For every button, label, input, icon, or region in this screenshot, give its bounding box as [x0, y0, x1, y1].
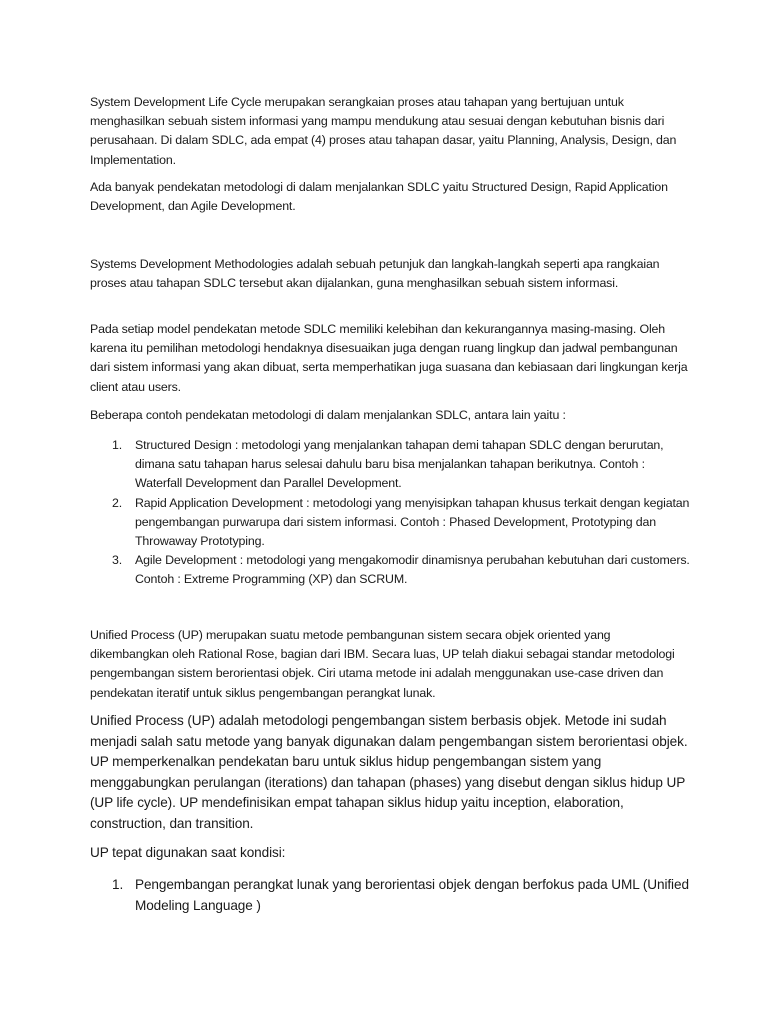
- paragraph-model-selection: Pada setiap model pendekatan metode SDLC memiliki kelebihan dan kekurangannya masing-masing. Oleh karena itu pemilihan metodologi hendaknya disesuaikan juga dengan ruang lingkup dan jadwal pembangunan dari sistem informasi yang akan dibuat, serta memperhatikan juga suasana dan kebiasaan dari lingkungan kerja client atau users.: [90, 322, 688, 394]
- paragraph-unified-process-intro: Unified Process (UP) merupakan suatu metode pembangunan sistem secara objek oriented yang dikembangkan oleh Rational Rose, bagian dari IBM. Secara luas, UP telah diakui sebagai standar metodologi pengembangan sistem berorientasi objek. Ciri utama metode ini adalah menggunakan use-case driven dan pendekatan iteratif untuk siklus pengembangan perangkat lunak.: [90, 628, 675, 700]
- list-number: 1.: [112, 877, 124, 892]
- list-number: 1.: [112, 438, 123, 452]
- methods-list: [90, 436, 690, 590]
- paragraph-sdlc-approaches: Ada banyak pendekatan metodologi di dalam menjalankan SDLC yaitu Structured Design, Rapid Application Development, dan Agile Development.: [90, 180, 668, 214]
- paragraph-up-conditions: UP tepat digunakan saat kondisi:: [90, 845, 286, 860]
- list-description: metodologi yang mengakomodir dinamisnya perubahan kebutuhan dari customers. Contoh : Extreme Programming (XP) dan SCRUM.: [135, 553, 690, 587]
- list-description: metodologi yang menyisipkan tahapan khusus terkait dengan kegiatan pengembangan purwarupa dari sistem informasi. Contoh : Phased Development, Prototyping dan Throwaway Prototyping.: [135, 495, 690, 549]
- list-term: Rapid Application Development :: [135, 495, 310, 510]
- list-text: Pengembangan perangkat lunak yang berorientasi objek dengan berfokus pada UML (Unified Modeling Language ): [135, 877, 689, 913]
- paragraph-sdlc-definition: System Development Life Cycle merupakan serangkaian proses atau tahapan yang bertujuan untuk menghasilkan sebuah sistem informasi yang mampu mendukung atau sesuai dengan kebutuhan bisnis dari perusahaan. Di dalam SDLC, ada empat (4) proses atau tahapan dasar, yaitu Planning, Analysis, Design, dan Implementation.: [90, 95, 677, 167]
- list-number: 2.: [112, 495, 123, 510]
- list-item-structured-design: [90, 436, 690, 494]
- list-item-agile-development: [90, 551, 690, 589]
- list-item-rapid-application-development: [90, 494, 690, 552]
- list-term: Structured Design :: [135, 438, 239, 452]
- list-item-up-condition: [90, 875, 690, 916]
- paragraph-unified-process-detail: Unified Process (UP) adalah metodologi pengembangan sistem berbasis objek. Metode ini sudah menjadi salah satu metode yang banyak digunakan dalam pengembangan sistem berorientasi objek. UP memperkenalkan pendekatan baru untuk siklus hidup pengembangan sistem yang menggabungkan perulangan (iterations) dan tahapan (phases) yang disebut dengan siklus hidup UP (UP life cycle). UP mendefinisikan empat tahapan siklus hidup yaitu inception, elaboration, construction, dan transition.: [90, 713, 688, 831]
- up-conditions-list: [90, 875, 690, 916]
- paragraph-methodologies-definition: Systems Development Methodologies adalah sebuah petunjuk dan langkah-langkah seperti apa rangkaian proses atau tahapan SDLC tersebut akan dijalankan, guna menghasilkan sebuah sistem informasi.: [90, 257, 660, 291]
- paragraph-examples-intro: Beberapa contoh pendekatan metodologi di dalam menjalankan SDLC, antara lain yaitu :: [90, 408, 566, 422]
- list-description: metodologi yang menjalankan tahapan demi tahapan SDLC dengan berurutan, dimana satu tahapan harus selesai dahulu baru bisa menjalankan tahapan berikutnya. Contoh : Waterfall Development dan Parallel Development.: [135, 438, 664, 491]
- list-term: Agile Development :: [135, 553, 244, 568]
- list-number: 3.: [112, 553, 123, 568]
